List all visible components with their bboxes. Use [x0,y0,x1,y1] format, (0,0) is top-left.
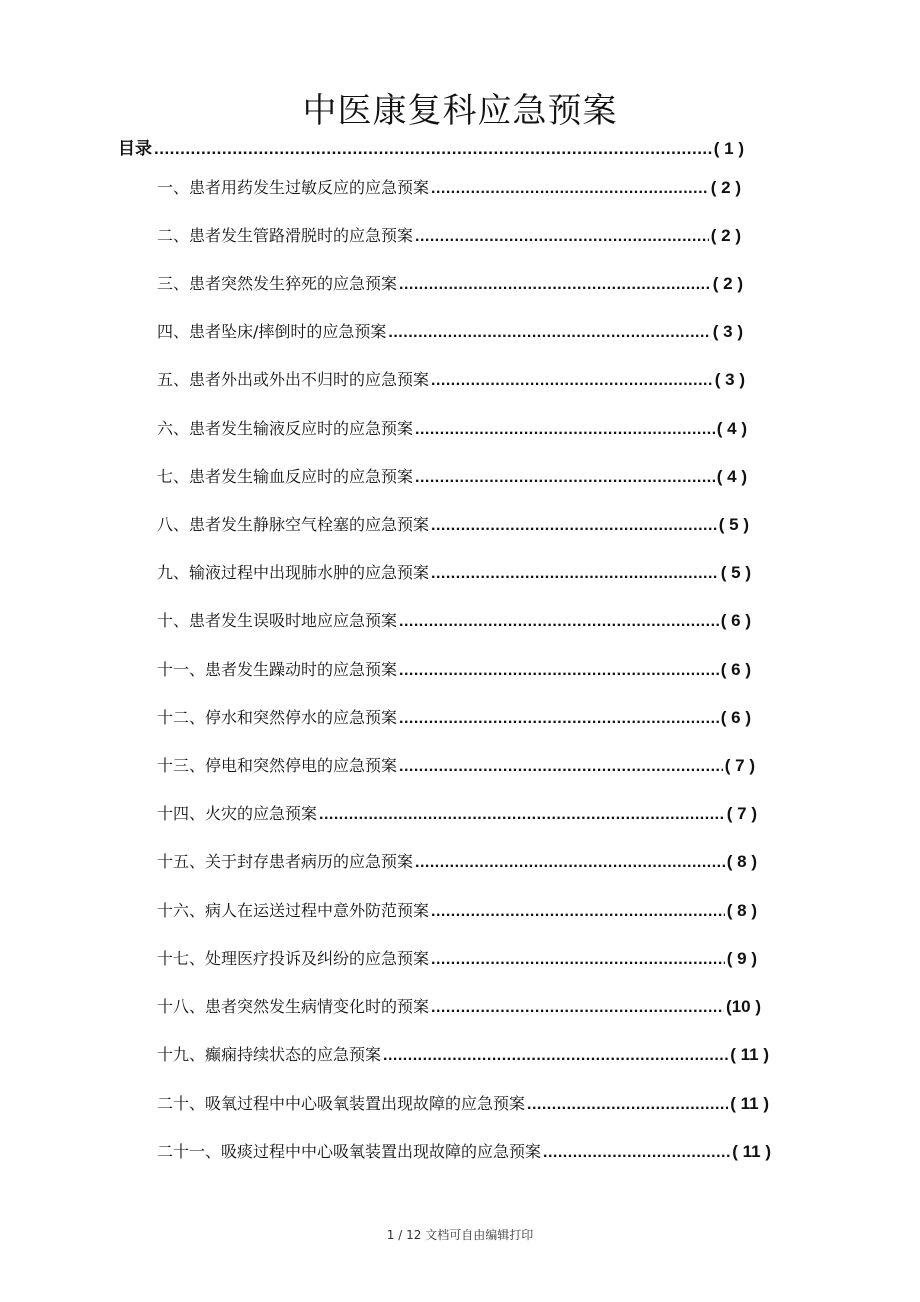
toc-item-label: 四、患者坠床/摔倒时的应急预案 [157,322,387,341]
toc-heading[interactable] [118,136,744,162]
toc-item-page: (10 ) [726,997,761,1016]
toc-item-label: 二十一、吸痰过程中中心吸氧装置出现故障的应急预案 [157,1142,542,1161]
toc-item[interactable] [157,1138,771,1166]
toc-leader-dots [415,416,715,444]
toc-item-page: ( 5 ) [720,563,751,582]
toc-item-label: 二、患者发生管路滑脱时的应急预案 [157,226,414,245]
toc-item[interactable] [157,463,747,491]
toc-item-label: 一、患者用药发生过敏反应的应急预案 [157,178,430,197]
toc-item-page: ( 8 ) [726,901,757,920]
toc-leader-dots [399,657,719,685]
toc-item[interactable] [157,897,757,925]
toc-item[interactable] [157,415,747,443]
toc-item-label: 二十、吸氧过程中中心吸氧装置出现故障的应急预案 [157,1094,526,1113]
toc-item-page: ( 7 ) [724,756,755,775]
toc-item-page: ( 11 ) [732,1142,771,1161]
toc-item-page: ( 11 ) [730,1094,769,1113]
toc-item[interactable] [157,993,761,1021]
toc-item[interactable] [157,366,745,394]
page-footer: 1 / 12 文档可自由编辑打印 [386,1228,534,1242]
toc-item[interactable] [157,559,751,587]
toc-item-page: ( 6 ) [720,708,751,727]
toc-item-label: 十七、处理医疗投诉及纠纷的应急预案 [157,949,430,968]
toc-item[interactable] [157,511,749,539]
toc-item-page: ( 8 ) [726,852,757,871]
toc-item-label: 六、患者发生输液反应时的应急预案 [157,419,414,438]
toc-leader-dots [415,223,709,251]
toc-leader-dots [431,175,709,203]
toc-item-page: ( 9 ) [726,949,757,968]
toc-leader-dots [431,560,719,588]
toc-item-label: 十六、病人在运送过程中意外防范预案 [157,901,430,920]
toc-item-page: ( 2 ) [712,274,743,293]
toc-item[interactable] [157,704,751,732]
toc-item[interactable] [157,222,741,250]
toc-leader-dots [383,1042,728,1070]
toc-item-label: 八、患者发生静脉空气栓塞的应急预案 [157,515,430,534]
toc-item-page: ( 6 ) [720,611,751,630]
toc-item-label: 十二、停水和突然停水的应急预案 [157,708,398,727]
toc-item-page: ( 3 ) [712,322,743,341]
toc-item[interactable] [157,800,757,828]
toc-item-label: 十八、患者突然发生病情变化时的预案 [157,997,430,1016]
toc-leader-dots [431,994,724,1022]
toc-leader-dots [399,753,723,781]
toc-item-page: ( 11 ) [730,1045,769,1064]
toc-item-label: 七、患者发生输血反应时的应急预案 [157,467,414,486]
toc-leader-dots [399,608,719,636]
toc-leader-dots [415,464,715,492]
toc-item[interactable] [157,607,751,635]
toc-item-page: ( 5 ) [718,515,749,534]
toc-leader-dots [154,136,712,162]
toc-leader-dots [527,1091,728,1119]
toc-leader-dots [431,898,725,926]
toc-item[interactable] [157,270,743,298]
toc-item[interactable] [157,1090,769,1118]
toc-leader-dots [431,367,713,395]
document-title: 中医康复科应急预案 [302,91,618,131]
toc-leader-dots [399,705,719,733]
toc-leader-dots [431,512,717,540]
toc-leader-dots [415,849,725,877]
toc-item-page: ( 2 ) [710,178,741,197]
toc-leader-dots [388,319,710,347]
toc-item-page: ( 7 ) [726,804,757,823]
toc-item-page: ( 6 ) [720,660,751,679]
toc-item-page: ( 4 ) [716,419,747,438]
toc-heading-page: ( 1 ) [713,139,744,158]
toc-item-label: 十四、火灾的应急预案 [157,804,318,823]
toc-item-page: ( 4 ) [716,467,747,486]
toc-item-label: 三、患者突然发生猝死的应急预案 [157,274,398,293]
toc-heading-label: 目录 [118,139,152,159]
toc-item[interactable] [157,174,741,202]
toc-item-page: ( 3 ) [714,370,745,389]
toc-item-page: ( 2 ) [710,226,741,245]
toc-item[interactable] [157,848,757,876]
toc-leader-dots [319,801,725,829]
toc-item[interactable] [157,1041,769,1069]
toc-item-label: 十五、关于封存患者病历的应急预案 [157,852,414,871]
toc-leader-dots [543,1139,730,1167]
toc-item-label: 十、患者发生误吸时地应应急预案 [157,611,398,630]
toc-item[interactable] [157,656,751,684]
toc-item-label: 十一、患者发生躁动时的应急预案 [157,660,398,679]
toc-item-label: 五、患者外出或外出不归时的应急预案 [157,370,430,389]
toc-item[interactable] [157,945,757,973]
toc-leader-dots [399,271,711,299]
toc-item-label: 九、输液过程中出现肺水肿的应急预案 [157,563,430,582]
toc-item[interactable] [157,318,743,346]
toc-item-label: 十三、停电和突然停电的应急预案 [157,756,398,775]
toc-leader-dots [431,946,725,974]
toc-item[interactable] [157,752,755,780]
toc-item-label: 十九、癫痫持续状态的应急预案 [157,1045,382,1064]
